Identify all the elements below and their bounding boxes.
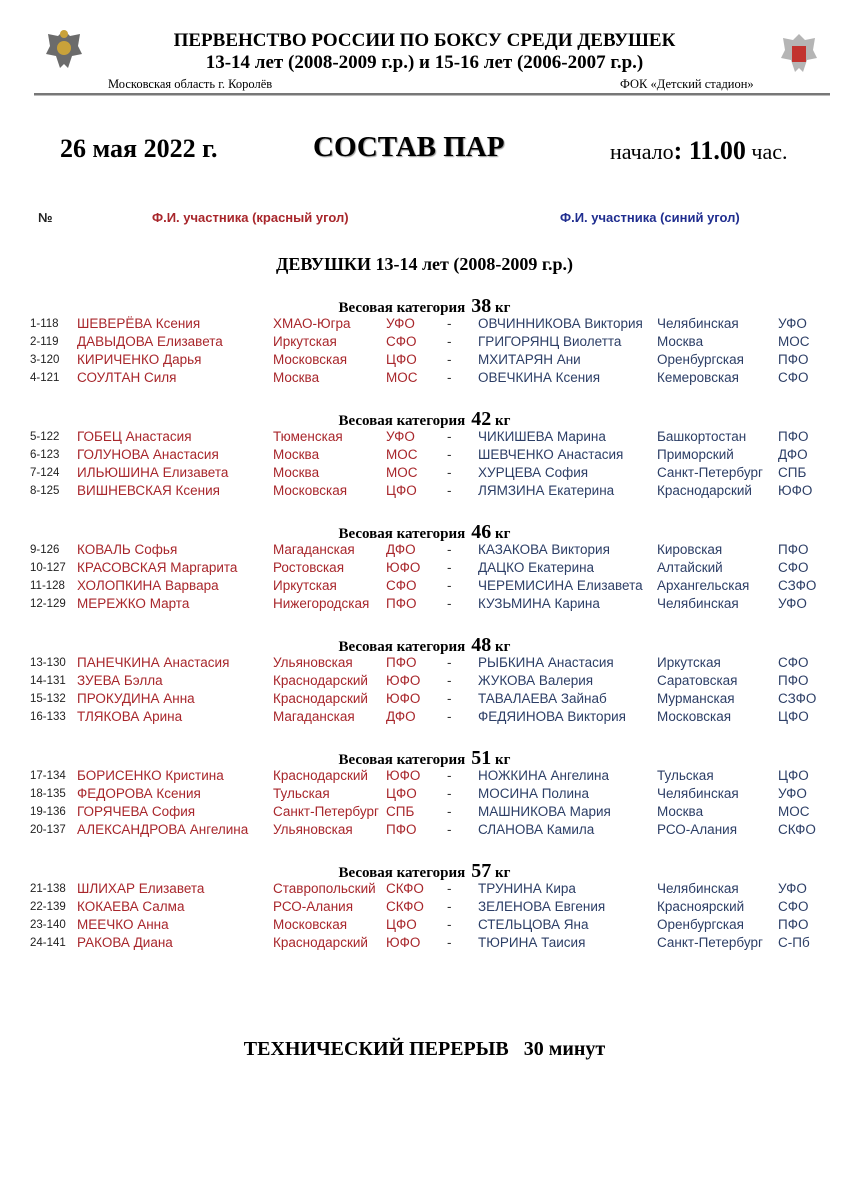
- blue-fighter-district: СПБ: [778, 465, 807, 480]
- weight-category-section: [0, 860, 849, 973]
- bout-number: 8-125: [30, 485, 60, 497]
- blue-fighter-region: Архангельская: [657, 578, 750, 593]
- bout-row: [0, 482, 849, 500]
- category-unit: кг: [494, 526, 511, 542]
- blue-fighter-name: РЫБКИНА Анастасия: [478, 655, 614, 670]
- red-fighter-district: ЦФО: [386, 483, 417, 498]
- blue-fighter-district: СЗФО: [778, 691, 817, 706]
- red-fighter-region: Краснодарский: [273, 768, 368, 783]
- red-fighter-district: УФО: [386, 429, 415, 444]
- red-fighter-region: Иркутская: [273, 578, 337, 593]
- vs-separator: -: [447, 429, 452, 444]
- red-fighter-region: Московская: [273, 917, 348, 932]
- bout-number: 15-132: [30, 693, 66, 705]
- blue-fighter-region: Красноярский: [657, 899, 745, 914]
- red-fighter-region: Ставропольский: [273, 881, 376, 896]
- start-unit: час.: [751, 139, 788, 164]
- red-fighter-district: ДФО: [386, 709, 416, 724]
- red-fighter-district: ЦФО: [386, 786, 417, 801]
- red-fighter-district: МОС: [386, 447, 418, 462]
- category-weight: 51: [471, 747, 492, 769]
- red-fighter-name: РАКОВА Диана: [77, 935, 173, 950]
- red-fighter-district: МОС: [386, 465, 418, 480]
- bout-row: [0, 333, 849, 351]
- red-fighter-district: ПФО: [386, 655, 417, 670]
- blue-fighter-district: ПФО: [778, 429, 809, 444]
- red-fighter-district: СКФО: [386, 881, 424, 896]
- red-fighter-district: СКФО: [386, 899, 424, 914]
- red-fighter-name: ШЕВЕРЁВА Ксения: [77, 316, 201, 331]
- bout-row: [0, 803, 849, 821]
- blue-fighter-name: ФЕДЯИНОВА Виктория: [478, 709, 626, 724]
- bout-number: 5-122: [30, 431, 60, 443]
- red-fighter-name: КОКАЕВА Салма: [77, 899, 185, 914]
- bout-row: [0, 898, 849, 916]
- bout-number: 6-123: [30, 449, 60, 461]
- blue-fighter-name: СТЕЛЬЦОВА Яна: [478, 917, 589, 932]
- vs-separator: -: [447, 316, 452, 331]
- red-fighter-district: СФО: [386, 578, 417, 593]
- blue-fighter-name: ЧИКИШЕВА Марина: [478, 429, 606, 444]
- blue-fighter-district: ЦФО: [778, 768, 809, 783]
- blue-fighter-region: Иркутская: [657, 655, 721, 670]
- bout-number: 13-130: [30, 657, 66, 669]
- red-fighter-name: ФЕДОРОВА Ксения: [77, 786, 201, 801]
- red-fighter-name: ПАНЕЧКИНА Анастасия: [77, 655, 230, 670]
- column-number: №: [38, 210, 53, 225]
- category-label: Весовая категория: [338, 865, 466, 881]
- category-weight: 46: [471, 521, 492, 543]
- red-fighter-district: ЮФО: [386, 935, 421, 950]
- red-fighter-region: Ульяновская: [273, 822, 353, 837]
- bout-row: [0, 315, 849, 333]
- blue-fighter-name: ЗЕЛЕНОВА Евгения: [478, 899, 606, 914]
- blue-fighter-name: МАШНИКОВА Мария: [478, 804, 611, 819]
- red-fighter-name: МЕРЕЖКО Марта: [77, 596, 190, 611]
- vs-separator: -: [447, 655, 452, 670]
- blue-fighter-district: УФО: [778, 786, 807, 801]
- blue-fighter-region: РСО-Алания: [657, 822, 737, 837]
- red-fighter-region: Москва: [273, 465, 320, 480]
- bout-number: 3-120: [30, 354, 60, 366]
- red-fighter-region: Ростовская: [273, 560, 345, 575]
- vs-separator: -: [447, 465, 452, 480]
- blue-fighter-name: СЛАНОВА Камила: [478, 822, 595, 837]
- blue-fighter-district: МОС: [778, 334, 810, 349]
- blue-fighter-district: СЗФО: [778, 578, 817, 593]
- red-fighter-name: АЛЕКСАНДРОВА Ангелина: [77, 822, 249, 837]
- bouts-list: [0, 295, 849, 973]
- page-title: СОСТАВ ПАР: [313, 131, 505, 163]
- category-unit: кг: [494, 413, 511, 429]
- blue-fighter-name: ЧЕРЕМИСИНА Елизавета: [478, 578, 643, 593]
- bout-row: [0, 577, 849, 595]
- red-fighter-district: ЮФО: [386, 691, 421, 706]
- red-fighter-region: Московская: [273, 483, 348, 498]
- blue-fighter-region: Кемеровская: [657, 370, 739, 385]
- vs-separator: -: [447, 578, 452, 593]
- blue-fighter-name: ШЕВЧЕНКО Анастасия: [478, 447, 624, 462]
- blue-fighter-name: ОВЧИННИКОВА Виктория: [478, 316, 643, 331]
- vs-separator: -: [447, 881, 452, 896]
- weight-category-section: [0, 408, 849, 521]
- category-weight: 38: [471, 295, 492, 317]
- red-fighter-name: ГОБЕЦ Анастасия: [77, 429, 192, 444]
- red-fighter-name: ШЛИХАР Елизавета: [77, 881, 205, 896]
- red-fighter-region: Санкт-Петербург: [273, 804, 379, 819]
- category-unit: кг: [494, 752, 511, 768]
- bout-number: 10-127: [30, 562, 66, 574]
- category-weight: 57: [471, 860, 492, 882]
- red-fighter-region: Магаданская: [273, 709, 355, 724]
- weight-category-section: [0, 634, 849, 747]
- blue-fighter-district: ПФО: [778, 917, 809, 932]
- category-unit: кг: [494, 865, 511, 881]
- red-fighter-name: БОРИСЕНКО Кристина: [77, 768, 224, 783]
- bout-number: 11-128: [30, 580, 65, 592]
- vs-separator: -: [447, 596, 452, 611]
- category-weight: 48: [471, 634, 492, 656]
- blue-fighter-name: ХУРЦЕВА София: [478, 465, 589, 480]
- vs-separator: -: [447, 899, 452, 914]
- blue-fighter-name: КУЗЬМИНА Карина: [478, 596, 600, 611]
- red-fighter-district: УФО: [386, 316, 415, 331]
- bout-row: [0, 785, 849, 803]
- blue-fighter-district: ПФО: [778, 542, 809, 557]
- red-fighter-district: ЮФО: [386, 560, 421, 575]
- weight-category-section: [0, 747, 849, 860]
- vs-separator: -: [447, 673, 452, 688]
- break-label: ТЕХНИЧЕСКИЙ ПЕРЕРЫВ: [243, 1038, 509, 1060]
- bout-row: [0, 672, 849, 690]
- red-fighter-name: КОВАЛЬ Софья: [77, 542, 178, 557]
- red-fighter-district: СПБ: [386, 804, 415, 819]
- blue-fighter-name: НОЖКИНА Ангелина: [478, 768, 610, 783]
- blue-fighter-district: ЮФО: [778, 483, 813, 498]
- blue-fighter-region: Москва: [657, 334, 704, 349]
- break-duration: 30 минут: [523, 1038, 606, 1060]
- event-subtitle: 13-14 лет (2008-2009 г.р.) и 15-16 лет (2006-2007 г.р.): [205, 52, 644, 73]
- red-fighter-district: ЦФО: [386, 917, 417, 932]
- group-title: ДЕВУШКИ 13-14 лет (2008-2009 г.р.): [275, 254, 574, 274]
- red-fighter-name: ИЛЬЮШИНА Елизавета: [77, 465, 229, 480]
- blue-fighter-region: Челябинская: [657, 786, 739, 801]
- blue-fighter-region: Тульская: [657, 768, 714, 783]
- column-blue-corner: Ф.И. участника (синий угол): [560, 210, 740, 225]
- blue-fighter-region: Саратовская: [657, 673, 738, 688]
- vs-separator: -: [447, 691, 452, 706]
- bout-row: [0, 351, 849, 369]
- red-fighter-region: РСО-Алания: [273, 899, 353, 914]
- blue-fighter-name: ГРИГОРЯНЦ Виолетта: [478, 334, 622, 349]
- column-red-corner: Ф.И. участника (красный угол): [152, 210, 349, 225]
- bout-row: [0, 428, 849, 446]
- bout-row: [0, 880, 849, 898]
- vs-separator: -: [447, 935, 452, 950]
- red-fighter-region: Москва: [273, 370, 320, 385]
- start-time: начало: 11.00 час.: [610, 136, 788, 165]
- bout-number: 21-138: [30, 883, 66, 895]
- blue-fighter-district: МОС: [778, 804, 810, 819]
- bout-number: 24-141: [30, 937, 66, 949]
- blue-fighter-name: КАЗАКОВА Виктория: [478, 542, 610, 557]
- red-fighter-region: Москва: [273, 447, 320, 462]
- red-fighter-region: Тульская: [273, 786, 330, 801]
- blue-fighter-district: СФО: [778, 370, 809, 385]
- bout-number: 4-121: [30, 372, 60, 384]
- blue-fighter-region: Оренбургская: [657, 352, 744, 367]
- red-fighter-region: Нижегородская: [273, 596, 370, 611]
- bout-row: [0, 595, 849, 613]
- bout-row: [0, 934, 849, 952]
- bout-number: 9-126: [30, 544, 60, 556]
- red-fighter-name: ГОЛУНОВА Анастасия: [77, 447, 219, 462]
- blue-fighter-district: ПФО: [778, 352, 809, 367]
- red-fighter-district: ПФО: [386, 822, 417, 837]
- bout-number: 1-118: [30, 318, 59, 330]
- red-fighter-district: ЮФО: [386, 768, 421, 783]
- bout-row: [0, 708, 849, 726]
- red-fighter-district: ДФО: [386, 542, 416, 557]
- blue-fighter-district: ПФО: [778, 673, 809, 688]
- red-fighter-district: ЦФО: [386, 352, 417, 367]
- blue-fighter-name: ДАЦКО Екатерина: [478, 560, 595, 575]
- weight-category-section: [0, 521, 849, 634]
- blue-fighter-district: СФО: [778, 899, 809, 914]
- blue-fighter-district: С-Пб: [778, 935, 810, 950]
- blue-fighter-name: ТАВАЛАЕВА Зайнаб: [478, 691, 607, 706]
- blue-fighter-name: МХИТАРЯН Ани: [478, 352, 581, 367]
- red-fighter-name: КИРИЧЕНКО Дарья: [77, 352, 202, 367]
- vs-separator: -: [447, 334, 452, 349]
- bout-number: 18-135: [30, 788, 66, 800]
- blue-fighter-district: СФО: [778, 655, 809, 670]
- red-fighter-name: ГОРЯЧЕВА София: [77, 804, 196, 819]
- bout-row: [0, 821, 849, 839]
- category-unit: кг: [494, 300, 511, 316]
- category-label: Весовая категория: [338, 752, 466, 768]
- red-fighter-region: Краснодарский: [273, 935, 368, 950]
- category-label: Весовая категория: [338, 300, 466, 316]
- blue-fighter-region: Краснодарский: [657, 483, 752, 498]
- red-fighter-region: Московская: [273, 352, 348, 367]
- category-weight: 42: [471, 408, 492, 430]
- vs-separator: -: [447, 542, 452, 557]
- red-fighter-district: ПФО: [386, 596, 417, 611]
- blue-fighter-region: Челябинская: [657, 596, 739, 611]
- blue-fighter-district: УФО: [778, 596, 807, 611]
- vs-separator: -: [447, 768, 452, 783]
- category-label: Весовая категория: [338, 526, 466, 542]
- vs-separator: -: [447, 483, 452, 498]
- bout-row: [0, 541, 849, 559]
- red-fighter-name: ПРОКУДИНА Анна: [77, 691, 195, 706]
- vs-separator: -: [447, 709, 452, 724]
- bout-number: 16-133: [30, 711, 66, 723]
- vs-separator: -: [447, 560, 452, 575]
- bout-row: [0, 916, 849, 934]
- bout-number: 2-119: [30, 336, 59, 348]
- event-title: ПЕРВЕНСТВО РОССИИ ПО БОКСУ СРЕДИ ДЕВУШЕК: [173, 30, 676, 51]
- blue-fighter-region: Санкт-Петербург: [657, 935, 763, 950]
- event-date: 26 мая 2022 г.: [60, 134, 218, 163]
- weight-category-section: [0, 295, 849, 408]
- blue-fighter-name: ОВЕЧКИНА Ксения: [478, 370, 601, 385]
- blue-fighter-district: УФО: [778, 316, 807, 331]
- red-fighter-name: ТЛЯКОВА Арина: [77, 709, 183, 724]
- blue-fighter-region: Москва: [657, 804, 704, 819]
- vs-separator: -: [447, 370, 452, 385]
- red-fighter-region: Тюменская: [273, 429, 343, 444]
- red-fighter-name: ДАВЫДОВА Елизавета: [77, 334, 223, 349]
- bout-row: [0, 654, 849, 672]
- red-fighter-region: ХМАО-Югра: [273, 316, 351, 331]
- bout-row: [0, 690, 849, 708]
- bout-number: 23-140: [30, 919, 66, 931]
- bout-number: 19-136: [30, 806, 66, 818]
- blue-fighter-name: ТРУНИНА Кира: [478, 881, 576, 896]
- blue-fighter-region: Челябинская: [657, 316, 739, 331]
- blue-fighter-region: Башкортостан: [657, 429, 747, 444]
- vs-separator: -: [447, 352, 452, 367]
- blue-fighter-region: Московская: [657, 709, 732, 724]
- red-fighter-district: МОС: [386, 370, 418, 385]
- blue-fighter-region: Санкт-Петербург: [657, 465, 763, 480]
- bout-number: 14-131: [30, 675, 66, 687]
- blue-fighter-region: Алтайский: [657, 560, 723, 575]
- header-divider: [34, 93, 830, 96]
- bout-row: [0, 559, 849, 577]
- blue-fighter-name: ЖУКОВА Валерия: [478, 673, 594, 688]
- event-location: Московская область г. Королёв: [108, 77, 273, 91]
- red-fighter-name: МЕЕЧКО Анна: [77, 917, 169, 932]
- red-fighter-region: Краснодарский: [273, 673, 368, 688]
- blue-fighter-name: ЛЯМЗИНА Екатерина: [478, 483, 615, 498]
- blue-fighter-region: Челябинская: [657, 881, 739, 896]
- event-venue: ФОК «Детский стадион»: [620, 77, 754, 91]
- blue-fighter-region: Кировская: [657, 542, 723, 557]
- red-fighter-name: ЗУЕВА Бэлла: [77, 673, 163, 688]
- vs-separator: -: [447, 822, 452, 837]
- category-label: Весовая категория: [338, 639, 466, 655]
- bout-row: [0, 464, 849, 482]
- red-fighter-name: СОУЛТАН Силя: [77, 370, 177, 385]
- bout-number: 22-139: [30, 901, 66, 913]
- bout-row: [0, 446, 849, 464]
- red-fighter-region: Ульяновская: [273, 655, 353, 670]
- vs-separator: -: [447, 786, 452, 801]
- start-label: начало: [610, 139, 674, 164]
- start-time-value: 11.00: [688, 136, 746, 165]
- blue-fighter-district: СФО: [778, 560, 809, 575]
- blue-fighter-region: Мурманская: [657, 691, 735, 706]
- red-fighter-region: Краснодарский: [273, 691, 368, 706]
- blue-fighter-district: ДФО: [778, 447, 808, 462]
- blue-fighter-region: Оренбургская: [657, 917, 744, 932]
- category-unit: кг: [494, 639, 511, 655]
- bout-number: 20-137: [30, 824, 66, 836]
- blue-fighter-name: ТЮРИНА Таисия: [478, 935, 586, 950]
- red-fighter-district: ЮФО: [386, 673, 421, 688]
- blue-fighter-district: УФО: [778, 881, 807, 896]
- bout-row: [0, 369, 849, 387]
- red-fighter-name: КРАСОВСКАЯ Маргарита: [77, 560, 238, 575]
- vs-separator: -: [447, 917, 452, 932]
- bout-row: [0, 767, 849, 785]
- red-fighter-name: ХОЛОПКИНА Варвара: [77, 578, 219, 593]
- category-label: Весовая категория: [338, 413, 466, 429]
- blue-fighter-name: МОСИНА Полина: [478, 786, 589, 801]
- vs-separator: -: [447, 447, 452, 462]
- red-fighter-region: Магаданская: [273, 542, 355, 557]
- vs-separator: -: [447, 804, 452, 819]
- red-fighter-district: СФО: [386, 334, 417, 349]
- blue-fighter-district: СКФО: [778, 822, 816, 837]
- bout-number: 12-129: [30, 598, 66, 610]
- red-fighter-name: ВИШНЕВСКАЯ Ксения: [77, 483, 220, 498]
- blue-fighter-region: Приморский: [657, 447, 734, 462]
- red-fighter-region: Иркутская: [273, 334, 337, 349]
- technical-break: [0, 1038, 849, 1061]
- bout-number: 7-124: [30, 467, 60, 479]
- blue-fighter-district: ЦФО: [778, 709, 809, 724]
- bout-number: 17-134: [30, 770, 66, 782]
